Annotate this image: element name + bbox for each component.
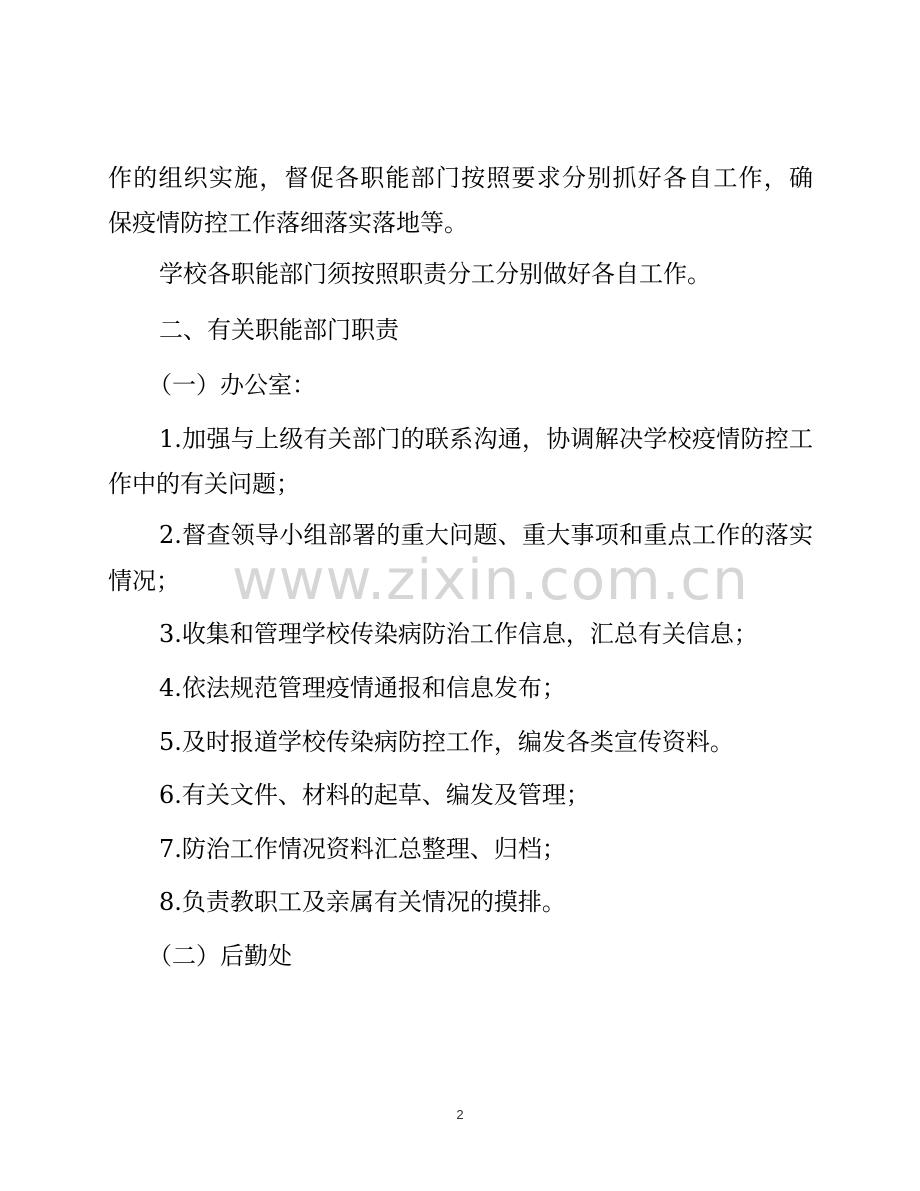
watermark: www.zixin.com.cn <box>232 548 749 613</box>
paragraph-line: 保疫情防控工作落细落实落地等。 <box>108 209 468 237</box>
list-item: 7.防治工作情况资料汇总整理、归档； <box>159 835 566 863</box>
subsection-heading: （二）后勤处 <box>148 942 292 970</box>
list-item-line: 情况； <box>108 567 180 595</box>
list-item-line: 作中的有关问题； <box>108 470 300 498</box>
list-item: 4.依法规范管理疫情通报和信息发布； <box>159 674 566 702</box>
subsection-heading: （一）办公室： <box>148 371 316 399</box>
list-item: 3.收集和管理学校传染病防治工作信息，汇总有关信息； <box>159 620 758 648</box>
section-heading: 二、有关职能部门职责 <box>159 316 399 344</box>
list-item: 5.及时报道学校传染病防控工作，编发各类宣传资料。 <box>159 728 734 756</box>
paragraph-line: 作的组织实施，督促各职能部门按照要求分别抓好各自工作，确 <box>108 164 813 192</box>
paragraph-line: 学校各职能部门须按照职责分工分别做好各自工作。 <box>159 260 711 288</box>
list-item: 8.负责教职工及亲属有关情况的摸排。 <box>159 888 566 916</box>
list-item-line: 1.加强与上级有关部门的联系沟通，协调解决学校疫情防控工 <box>159 425 813 453</box>
list-item: 6.有关文件、材料的起草、编发及管理； <box>159 781 590 809</box>
page-number: 2 <box>456 1107 464 1122</box>
list-item-line: 2.督查领导小组部署的重大问题、重大事项和重点工作的落实 <box>159 521 813 549</box>
